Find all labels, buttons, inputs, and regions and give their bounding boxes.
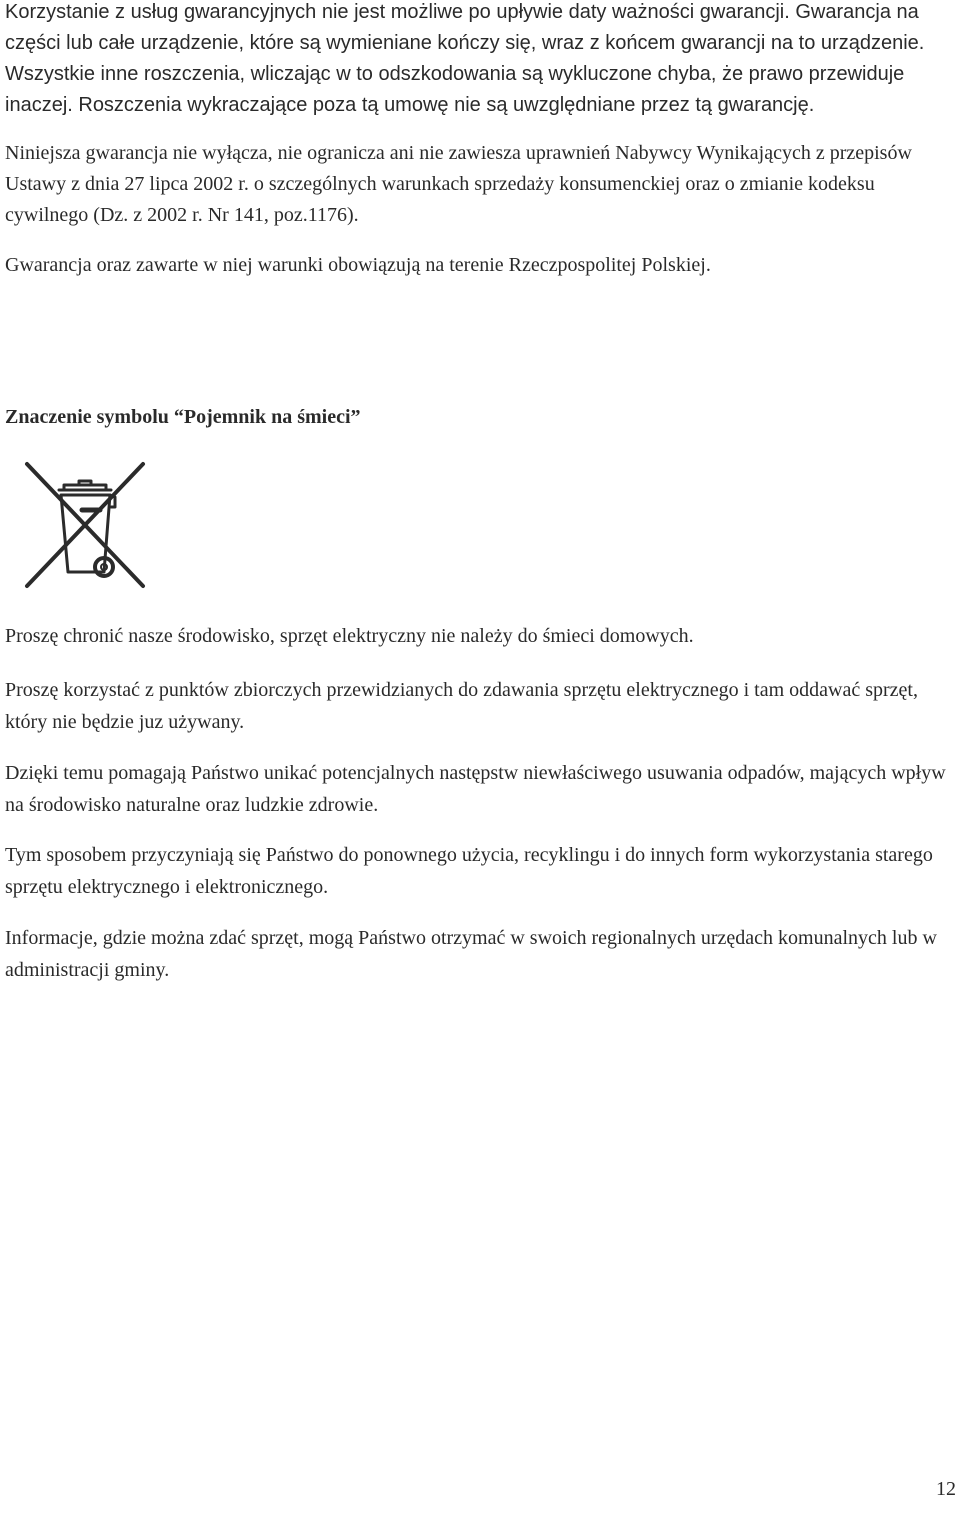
consumer-rights-paragraph: Niniejsza gwarancja nie wyłącza, nie ogranicza ani nie zawiesza uprawnień Nabywcy Wynikających z przepisów Ustawy z dnia 27 lipca 2002 r. o szczególnych warunkach sprzedaży konsumenckiej oraz o zmianie kodeksu cywilnego (Dz. z 2002 r. Nr 141, poz.1176).	[5, 142, 912, 226]
page-number: 12	[936, 1478, 956, 1500]
information-paragraph: Informacje, gdzie można zdać sprzęt, mogą Państwo otrzymać w swoich regionalnych urzędach komunalnych lub w administracji gminy.	[5, 927, 937, 981]
recycling-paragraph: Tym sposobem przyczyniają się Państwo do ponownego użycia, recyklingu i do innych form wykorzystania starego sprzętu elektrycznego i elektronicznego.	[5, 844, 933, 898]
crossed-out-wheelie-bin-icon	[24, 461, 146, 589]
warranty-expiry-paragraph: Korzystanie z usług gwarancyjnych nie jest możliwe po upływie daty ważności gwarancji. Gwarancja na części lub całe urządzenie, które są wymieniane kończy się, wraz z końcem gwarancji na to urządzenie. Wszystkie inne roszczenia, wliczając w to odszkodowania są wykluczone chyba, że prawo przewiduje inaczej. Roszczenia wykraczające poza tą umowę nie są uwzględniane przez tą gwarancję.	[5, 1, 925, 116]
symbol-heading: Znaczenie symbolu “Pojemnik na śmieci”	[5, 406, 361, 428]
protect-environment-paragraph: Proszę chronić nasze środowisko, sprzęt elektryczny nie należy do śmieci domowych.	[5, 625, 694, 647]
avoid-consequences-paragraph: Dzięki temu pomagają Państwo unikać potencjalnych następstw niewłaściwego usuwania odpadów, mających wpływ na środowisko naturalne oraz ludzkie zdrowie.	[5, 762, 946, 816]
territory-paragraph: Gwarancja oraz zawarte w niej warunki obowiązują na terenie Rzeczpospolitej Polskiej.	[5, 254, 711, 276]
collection-points-paragraph: Proszę korzystać z punktów zbiorczych przewidzianych do zdawania sprzętu elektrycznego i tam oddawać sprzęt, który nie będzie juz używany.	[5, 679, 918, 733]
